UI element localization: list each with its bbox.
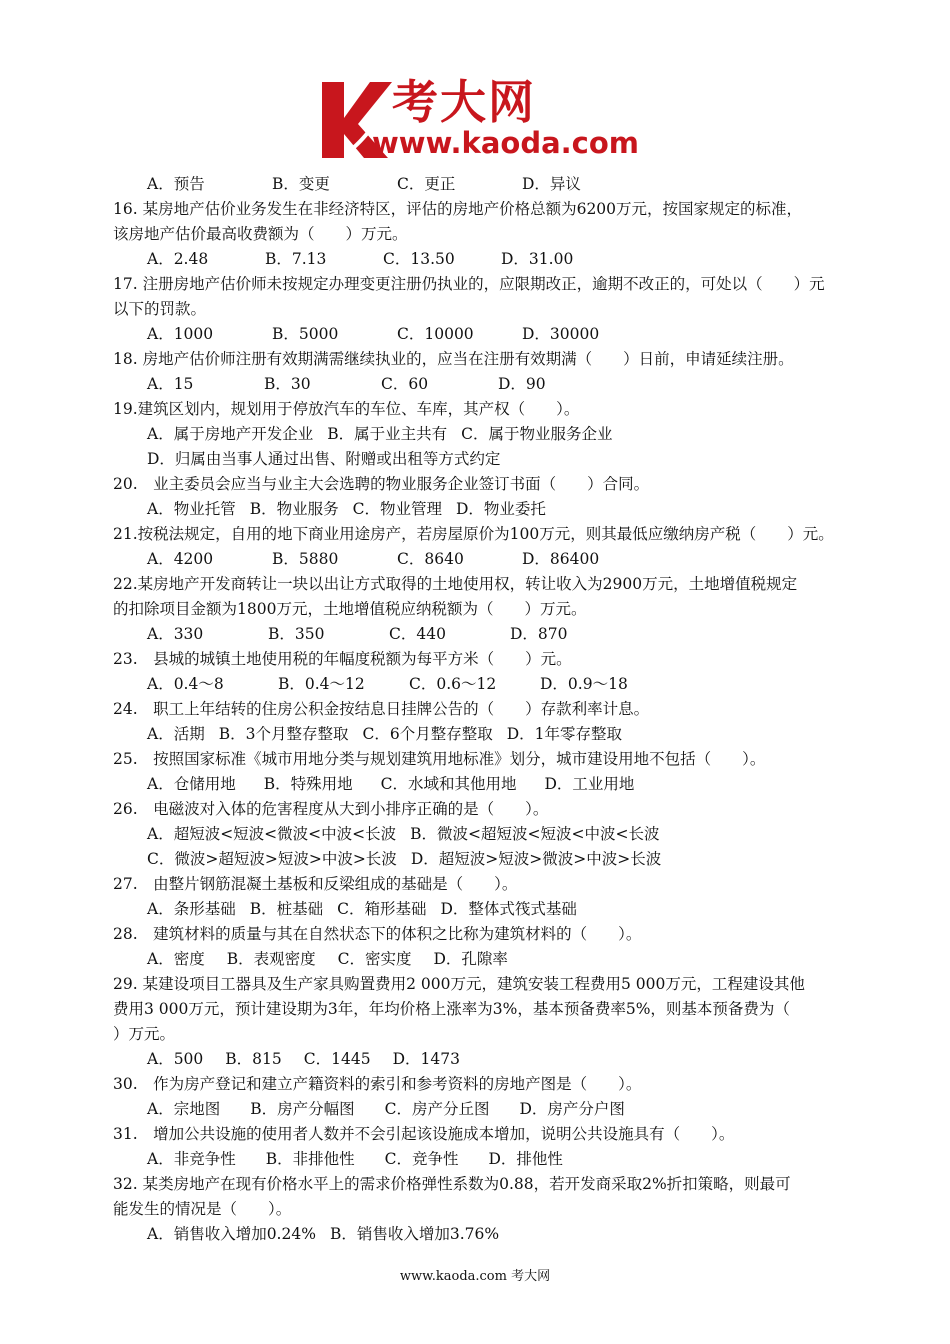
question-text: 27. 由整片钢筋混凝土基板和反梁组成的基础是（ ）。 <box>113 875 518 893</box>
logo-url: www.kaoda.com <box>372 126 639 160</box>
question-text: 31. 增加公共设施的使用者人数并不会引起该设施成本增加，说明公共设施具有（ ）。 <box>113 1125 735 1143</box>
answer-option: A．预告 <box>147 175 205 193</box>
question-text: 17. 注册房地产估价师未按规定办理变更注册仍执业的，应限期改正，逾期不改正的，可处以（ ）元 <box>113 275 825 293</box>
answer-options <box>113 1222 853 1247</box>
kaoda-logo <box>318 76 638 162</box>
answer-options <box>113 497 853 522</box>
answer-option: C．属于物业服务企业 <box>461 425 613 443</box>
question-text: 费用3 000万元，预计建设期为3年，年均价格上涨率为3%，基本预备费率5%，则基本预备费为（ <box>113 1000 790 1018</box>
answer-option: B．7.13 <box>265 250 327 268</box>
answer-option: A．非竞争性 <box>147 1150 236 1168</box>
answer-options <box>113 547 853 572</box>
answer-option: C．13.50 <box>383 250 455 268</box>
answer-options <box>113 897 853 922</box>
answer-option: B．表观密度 <box>226 950 316 968</box>
answer-option: A．2.48 <box>147 250 209 268</box>
logo-name: 考大网 <box>392 75 536 129</box>
answer-option: D．31.00 <box>501 250 574 268</box>
question-text: 21.按税法规定，自用的地下商业用途房产，若房屋原价为100万元，则其最低应缴纳房产税（ ）元。 <box>113 525 834 543</box>
answer-option: C．6个月整存整取 <box>362 725 493 743</box>
question-text: 能发生的情况是（ ）。 <box>113 1200 292 1218</box>
answer-option: D．90 <box>498 375 546 393</box>
question-text: 以下的罚款。 <box>113 300 207 318</box>
answer-options <box>113 447 853 472</box>
question-text: 28. 建筑材料的质量与其在自然状态下的体积之比称为建筑材料的（ ）。 <box>113 925 642 943</box>
answer-option: A．活期 <box>147 725 205 743</box>
answer-option: C．物业管理 <box>352 500 442 518</box>
answer-option: B．350 <box>268 625 325 643</box>
answer-option: A．1000 <box>147 325 214 343</box>
answer-option: D．870 <box>510 625 568 643</box>
answer-options <box>113 947 853 972</box>
question-text: 20. 业主委员会应当与业主大会选聘的物业服务企业签订书面（ ）合同。 <box>113 475 650 493</box>
answer-option: B．0.4～12 <box>278 675 365 693</box>
question-text: 25. 按照国家标准《城市用地分类与规划建筑用地标准》划分，城市建设用地不包括（ ）。 <box>113 750 766 768</box>
answer-options <box>113 1097 853 1122</box>
page-footer: www.kaoda.com 考大网 <box>399 1269 551 1284</box>
answer-option: B．变更 <box>272 175 330 193</box>
question-text: 19.建筑区划内，规划用于停放汽车的车位、车库，其产权（ ）。 <box>113 400 580 418</box>
exam-questions <box>113 172 853 1247</box>
answer-option: D．工业用地 <box>544 775 635 793</box>
question-text: 29. 某建设项目工器具及生产家具购置费用2 000万元，建筑安装工程费用5 000万元，工程建设其他 <box>113 975 805 993</box>
answer-option: A．超短波<短波<微波<中波<长波 <box>147 825 397 843</box>
answer-option: B．非排他性 <box>265 1150 355 1168</box>
answer-option: B．桩基础 <box>249 900 324 918</box>
answer-option: A．4200 <box>147 550 214 568</box>
answer-option: C．1445 <box>303 1050 371 1068</box>
answer-option: D．异议 <box>522 175 581 193</box>
answer-option: B．815 <box>225 1050 282 1068</box>
answer-option: A．条形基础 <box>147 900 236 918</box>
answer-option: B．30 <box>264 375 311 393</box>
answer-option: C．水域和其他用地 <box>380 775 517 793</box>
answer-option: D．1年零存整取 <box>506 725 622 743</box>
answer-option: B．特殊用地 <box>263 775 353 793</box>
answer-option: A．仓储用地 <box>147 775 236 793</box>
answer-option: C．60 <box>381 375 429 393</box>
answer-option: D．排他性 <box>488 1150 563 1168</box>
answer-option: C．竞争性 <box>384 1150 459 1168</box>
answer-options <box>113 172 853 197</box>
answer-option: D．86400 <box>522 550 600 568</box>
question-text: 的扣除项目金额为1800万元，土地增值税应纳税额为（ ）万元。 <box>113 600 587 618</box>
answer-option: B．销售收入增加3.76% <box>329 1225 500 1243</box>
answer-options <box>113 722 853 747</box>
answer-option: C．房产分丘图 <box>384 1100 490 1118</box>
answer-option: A．销售收入增加0.24% <box>147 1225 316 1243</box>
answer-option: A．属于房地产开发企业 <box>147 425 314 443</box>
answer-option: A．物业托管 <box>147 500 236 518</box>
question-text: 18. 房地产估价师注册有效期满需继续执业的，应当在注册有效期满（ ）日前，申请延续注册。 <box>113 350 794 368</box>
answer-option: D．物业委托 <box>455 500 546 518</box>
answer-options <box>113 1147 853 1172</box>
answer-option: C．10000 <box>397 325 474 343</box>
answer-option: A．密度 <box>147 950 205 968</box>
answer-option: A．宗地图 <box>147 1100 221 1118</box>
question-text: 该房地产估价最高收费额为（ ）万元。 <box>113 225 408 243</box>
answer-option: B．房产分幅图 <box>250 1100 355 1118</box>
answer-option: D．归属由当事人通过出售、附赠或出租等方式约定 <box>147 450 501 468</box>
answer-option: B．物业服务 <box>249 500 339 518</box>
answer-options <box>113 822 853 847</box>
question-text: ）万元。 <box>113 1025 176 1043</box>
answer-option: B．5880 <box>272 550 339 568</box>
question-text: 32. 某类房地产在现有价格水平上的需求价格弹性系数为0.88，若开发商采取2%折扣策略，则最可 <box>113 1175 791 1193</box>
answer-option: D．1473 <box>392 1050 460 1068</box>
answer-option: B．微波<超短波<短波<中波<长波 <box>410 825 660 843</box>
answer-option: C．密实度 <box>337 950 412 968</box>
answer-options <box>113 1047 853 1072</box>
answer-option: C．箱形基础 <box>337 900 427 918</box>
answer-options <box>113 847 853 872</box>
answer-options <box>113 247 853 272</box>
answer-option: B．5000 <box>272 325 339 343</box>
answer-option: A．330 <box>147 625 204 643</box>
answer-option: C．440 <box>389 625 446 643</box>
question-text: 22.某房地产开发商转让一块以出让方式取得的土地使用权，转让收入为2900万元，土地增值税规定 <box>113 575 798 593</box>
answer-option: D．孔隙率 <box>433 950 508 968</box>
answer-option: D．房产分户图 <box>519 1100 625 1118</box>
answer-option: D．0.9～18 <box>540 675 628 693</box>
question-text: 24. 职工上年结转的住房公积金按结息日挂牌公告的（ ）存款利率计息。 <box>113 700 650 718</box>
answer-option: A．0.4～8 <box>147 675 224 693</box>
answer-options <box>113 322 853 347</box>
answer-options <box>113 422 853 447</box>
answer-options <box>113 372 853 397</box>
answer-option: C．0.6～12 <box>409 675 497 693</box>
answer-option: C．8640 <box>397 550 464 568</box>
question-text: 16. 某房地产估价业务发生在非经济特区，评估的房地产价格总额为6200万元，按国家规定的标准， <box>113 200 803 218</box>
answer-option: A．15 <box>147 375 194 393</box>
question-text: 23. 县城的城镇土地使用税的年幅度税额为每平方米（ ）元。 <box>113 650 572 668</box>
answer-option: B．3个月整存整取 <box>218 725 349 743</box>
answer-option: D．30000 <box>522 325 600 343</box>
answer-options <box>113 672 853 697</box>
answer-option: D．超短波>短波>微波>中波>长波 <box>410 850 662 868</box>
answer-option: D．整体式筏式基础 <box>440 900 577 918</box>
question-text: 26. 电磁波对入体的危害程度从大到小排序正确的是（ ）。 <box>113 800 549 818</box>
answer-options <box>113 772 853 797</box>
answer-option: A．500 <box>147 1050 204 1068</box>
answer-option: B．属于业主共有 <box>327 425 448 443</box>
answer-option: C．微波>超短波>短波>中波>长波 <box>147 850 397 868</box>
answer-option: C．更正 <box>397 175 456 193</box>
answer-options <box>113 622 853 647</box>
question-text: 30. 作为房产登记和建立产籍资料的索引和参考资料的房地产图是（ ）。 <box>113 1075 642 1093</box>
